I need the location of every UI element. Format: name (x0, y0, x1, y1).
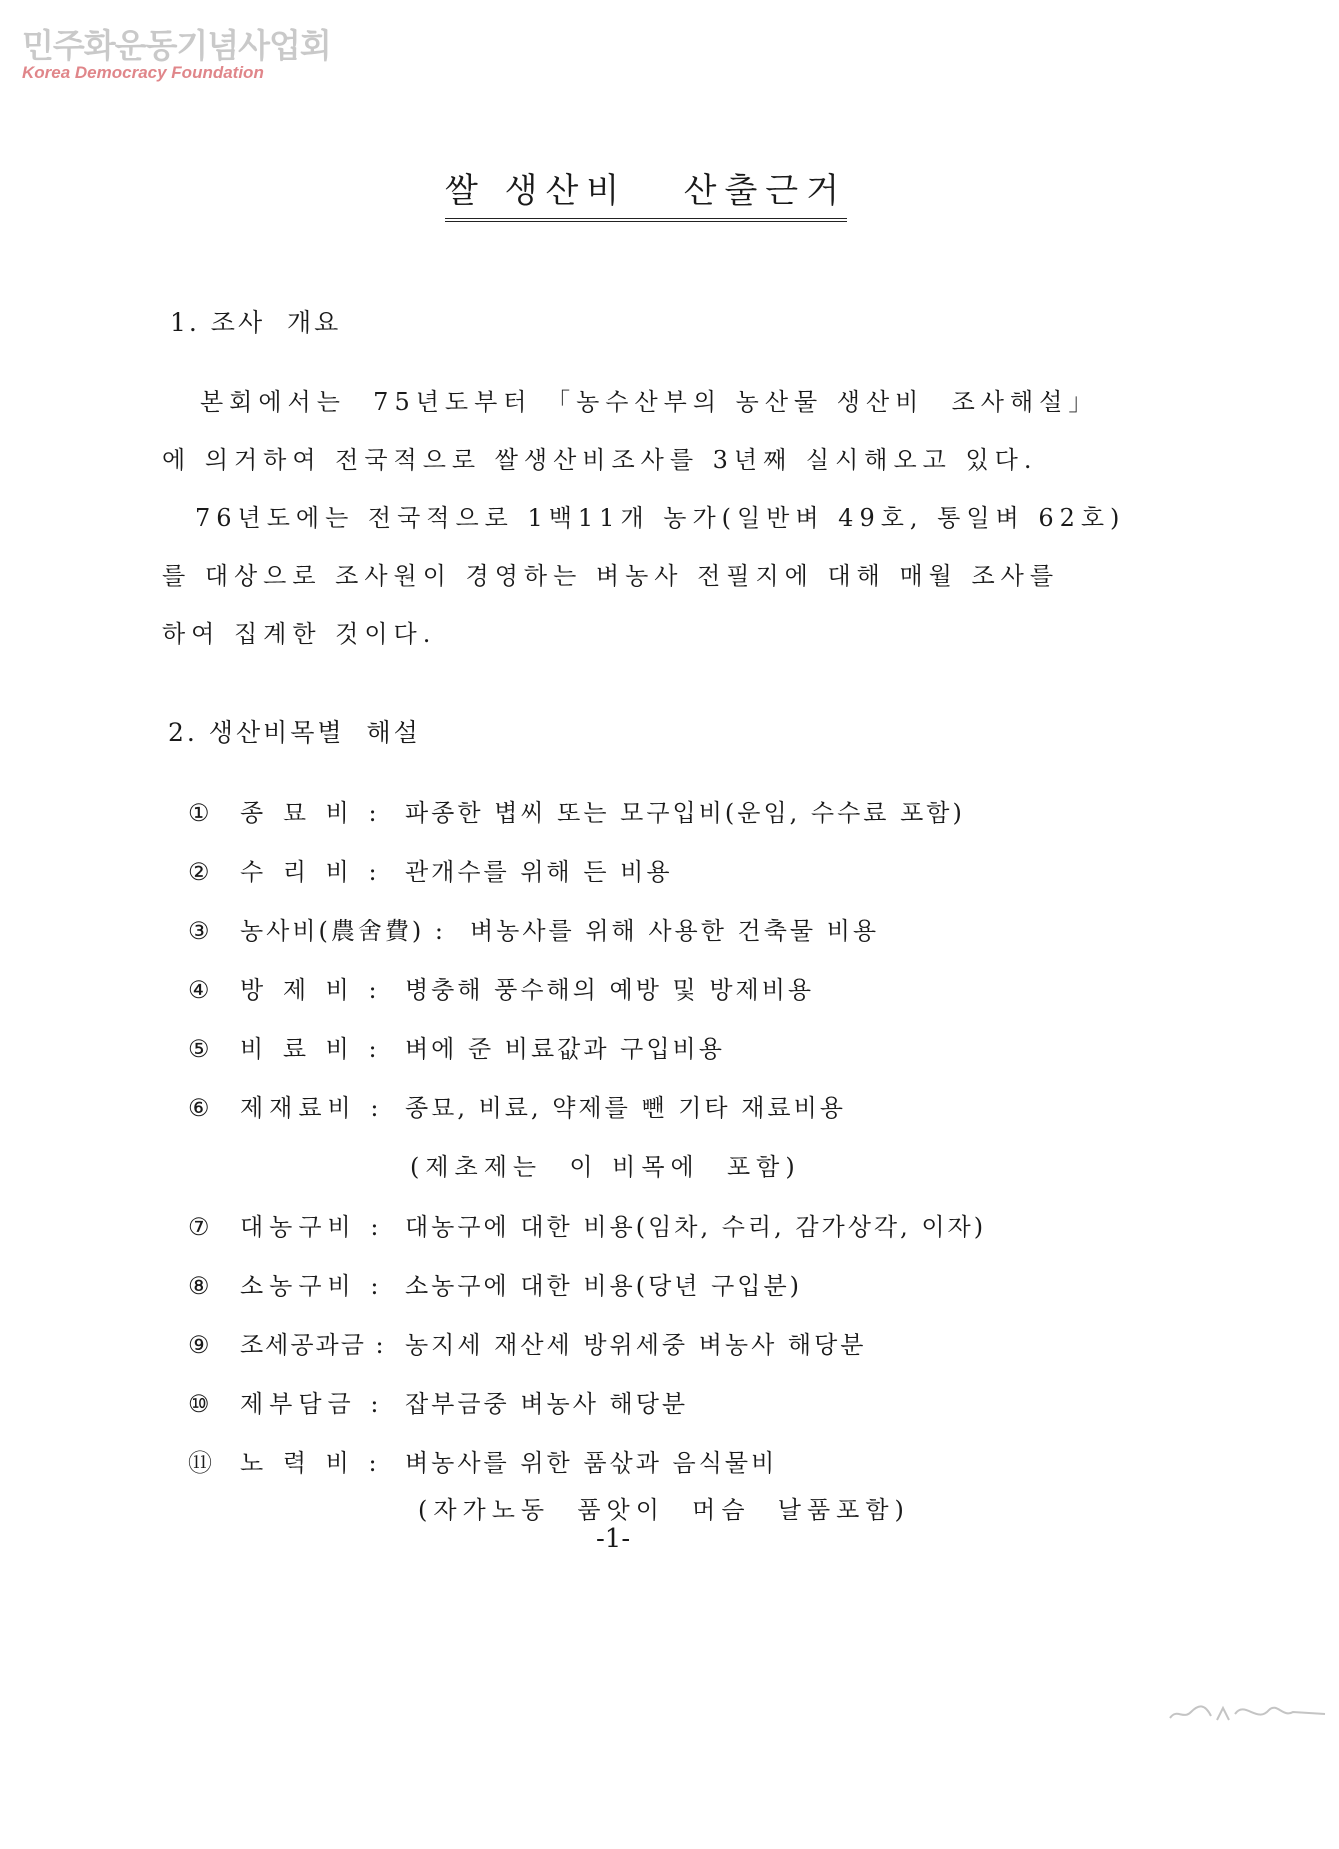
section1-heading: 1. 조사 개요 (170, 308, 342, 337)
item-description: 벼에 준 비료값과 구입비용 (405, 1035, 725, 1063)
item-number: ⑪ (188, 1449, 215, 1477)
item-description: 병충해 풍수해의 예방 및 방제비용 (405, 976, 815, 1004)
handwritten-signature (1165, 1690, 1335, 1730)
watermark-korean: 민주화운동기념사업회 (22, 26, 331, 65)
item-number: ⑨ (188, 1331, 213, 1359)
cost-item-seed (188, 793, 965, 828)
item-term: 비 료 비 : (240, 1035, 383, 1063)
section1-paragraph-line-1: 본회에서는 75년도부터 「농수산부의 농산물 생산비 조사해설」 (200, 388, 1099, 416)
item-description: 파종한 볍씨 또는 모구입비(운임, 수수료 포함) (405, 799, 965, 827)
item-description: 대농구에 대한 비용(임차, 수리, 감가상각, 이자) (405, 1213, 987, 1241)
section1-paragraph-line-3: 76년도에는 전국적으로 1백11개 농가(일반벼 49호, 통일벼 62호) (195, 504, 1126, 532)
item-term: 노 력 비 : (240, 1449, 383, 1477)
item-term: 농사비(農舍費) : (240, 917, 446, 945)
item-term: 조세공과금 : (240, 1331, 386, 1359)
page-number: -1- (596, 1524, 631, 1554)
section1-paragraph-line-2: 에 의거하여 전국적으로 쌀생산비조사를 3년째 실시해오고 있다. (162, 446, 1038, 474)
item-number: ③ (188, 917, 213, 945)
item-number: ⑤ (188, 1035, 213, 1063)
cost-item-large-tools (188, 1207, 986, 1242)
item-term: 소농구비 : (240, 1272, 385, 1300)
document-title: 쌀 생산비 산출근거 (445, 163, 847, 222)
item-term: 제재료비 : (240, 1094, 385, 1122)
section2-heading: 2. 생산비목별 해설 (168, 718, 421, 747)
item-number: ⑦ (188, 1213, 213, 1241)
item-number: ④ (188, 976, 213, 1004)
item-number: ⑩ (188, 1390, 213, 1418)
item-number: ⑥ (188, 1094, 213, 1122)
item-number: ② (188, 858, 213, 886)
item-description: 농지세 재산세 방위세중 벼농사 해당분 (405, 1331, 867, 1359)
cost-item-labor (188, 1443, 777, 1478)
item-term: 제부담금 : (240, 1390, 385, 1418)
cost-item-11-note: (자가노동 품앗이 머슴 날품포함) (418, 1496, 910, 1524)
item-description: 소농구에 대한 비용(당년 구입분) (405, 1272, 803, 1300)
watermark-english: Korea Democracy Foundation (22, 63, 264, 82)
item-term: 대농구비 : (240, 1213, 385, 1241)
cost-item-fertilizer (188, 1029, 725, 1064)
cost-item-small-tools (188, 1266, 802, 1301)
cost-item-farm-building (188, 911, 879, 946)
item-term: 수 리 비 : (240, 858, 383, 886)
item-description: 관개수를 위해 든 비용 (405, 858, 673, 886)
cost-item-levies (188, 1384, 688, 1419)
item-number: ⑧ (188, 1272, 213, 1300)
cost-item-pest-control (188, 970, 814, 1005)
section1-paragraph-line-5: 하여 집계한 것이다. (162, 620, 437, 648)
cost-item-6-note: (제초제는 이 비목에 포함) (410, 1153, 801, 1181)
cost-item-taxes (188, 1325, 866, 1360)
cost-item-other-materials (188, 1088, 846, 1123)
cost-item-irrigation (188, 852, 673, 887)
item-term: 종 묘 비 : (240, 799, 383, 827)
item-number: ① (188, 799, 213, 827)
item-term: 방 제 비 : (240, 976, 383, 1004)
item-description: 벼농사를 위한 품삯과 음식물비 (405, 1449, 778, 1477)
item-description: 종묘, 비료, 약제를 뺀 기타 재료비용 (405, 1094, 846, 1122)
item-description: 잡부금중 벼농사 해당분 (405, 1390, 689, 1418)
section1-paragraph-line-4: 를 대상으로 조사원이 경영하는 벼농사 전필지에 대해 매월 조사를 (162, 562, 1059, 590)
item-description: 벼농사를 위해 사용한 건축물 비용 (470, 917, 880, 945)
